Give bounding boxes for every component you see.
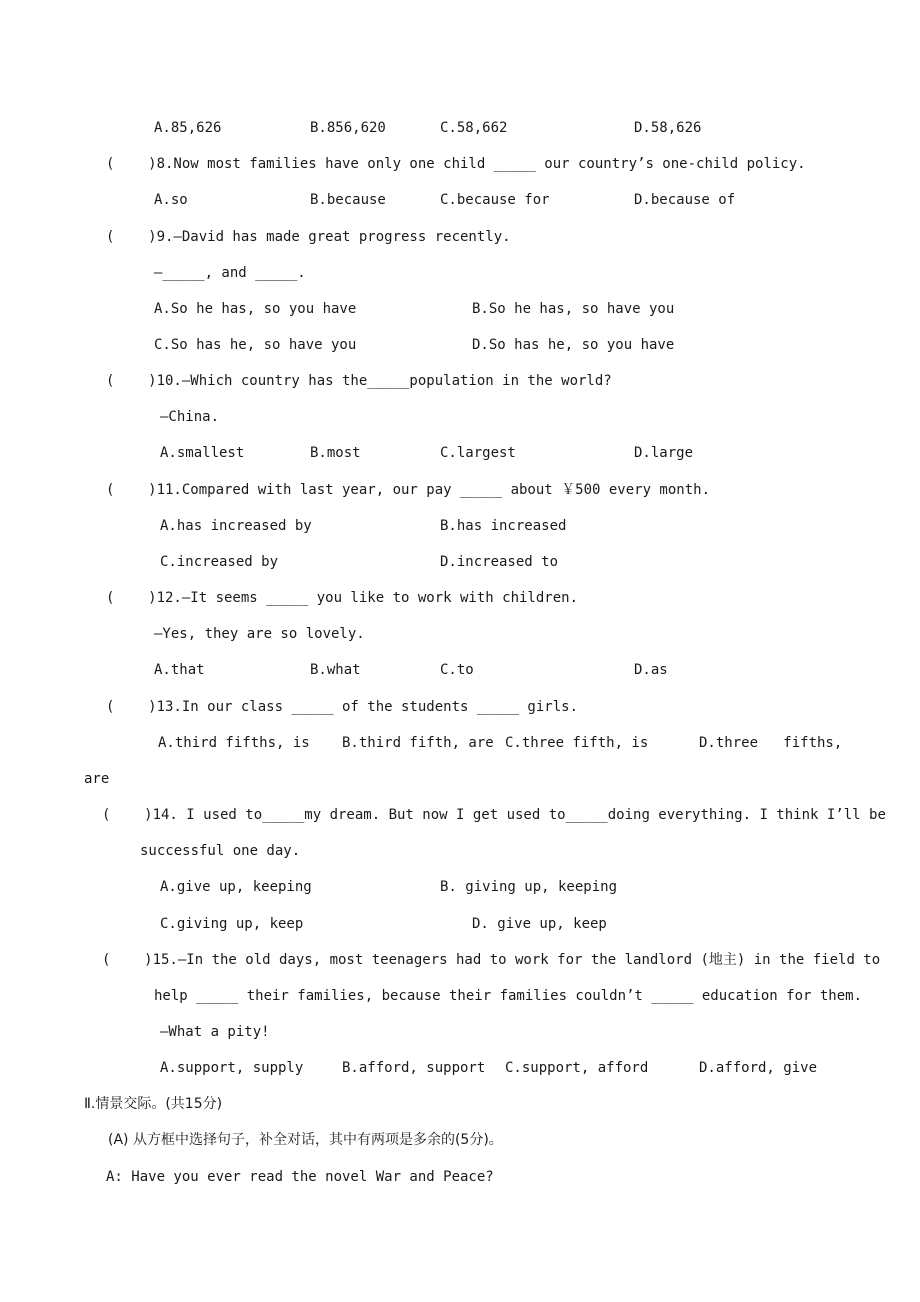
q7-option-d: D.58,626	[634, 120, 702, 136]
q10-option-b: B.most	[310, 445, 361, 461]
q8-option-c: C.because for	[440, 192, 550, 208]
q13-option-c: C.three fifth, is	[505, 735, 649, 751]
q9-reply: —_____, and _____.	[154, 265, 306, 281]
q11-option-d: D.increased to	[440, 554, 559, 570]
q8-option-b: B.because	[310, 192, 386, 208]
q14-option-c: C.giving up, keep	[160, 916, 304, 932]
q15-option-d: D.afford, give	[699, 1060, 818, 1076]
q7-option-c: C.58,662	[440, 120, 508, 136]
q14-stem-continuation: successful one day.	[140, 843, 301, 859]
q14-option-d: D. give up, keep	[472, 916, 607, 932]
q11-option-b: B.has increased	[440, 518, 567, 534]
q9-option-d: D.So has he, so you have	[472, 337, 675, 353]
q7-option-b: B.856,620	[310, 120, 386, 136]
q9-option-a: A.So he has, so you have	[154, 301, 357, 317]
q10-option-a: A.smallest	[160, 445, 245, 461]
q8-option-d: D.because of	[634, 192, 736, 208]
q15-option-c: C.support, afford	[505, 1060, 649, 1076]
q15-option-a: A.support, supply	[160, 1060, 304, 1076]
q13-option-d-continuation: are	[84, 771, 110, 787]
q15-reply: —What a pity!	[160, 1024, 270, 1040]
q14-stem: ( )14. I used to_____my dream. But now I get used to_____doing everything. I think I’ll be	[102, 807, 886, 823]
q11-option-c: C.increased by	[160, 554, 279, 570]
q12-option-b: B.what	[310, 662, 361, 678]
q12-option-c: C.to	[440, 662, 474, 678]
dialog-line: A: Have you ever read the novel War and Peace?	[106, 1169, 494, 1185]
q10-reply: —China.	[160, 409, 220, 425]
q15-option-b: B.afford, support	[342, 1060, 486, 1076]
q9-option-b: B.So he has, so have you	[472, 301, 675, 317]
q12-reply: —Yes, they are so lovely.	[154, 626, 365, 642]
q15-stem: ( )15.—In the old days, most teenagers had to work for the landlord (地主) in the field to	[102, 952, 881, 968]
q14-option-b: B. giving up, keeping	[440, 879, 618, 895]
q7-option-a: A.85,626	[154, 120, 222, 136]
q13-option-b: B.third fifth, are	[342, 735, 494, 751]
q11-stem: ( )11.Compared with last year, our pay _____ about ￥500 every month.	[106, 482, 711, 498]
q13-stem: ( )13.In our class _____ of the students _____ girls.	[106, 699, 579, 715]
section-2-instruction: (A) 从方框中选择句子，补全对话，其中有两项是多余的(5分)。	[108, 1132, 503, 1148]
section-2-title: Ⅱ.情景交际。(共15分)	[84, 1096, 223, 1112]
q12-stem: ( )12.—It seems _____ you like to work with children.	[106, 590, 579, 606]
q8-stem: ( )8.Now most families have only one child _____ our country’s one-child policy.	[106, 156, 806, 172]
q12-option-d: D.as	[634, 662, 668, 678]
q13-option-d: D.three fifths,	[699, 735, 843, 751]
q11-option-a: A.has increased by	[160, 518, 312, 534]
q12-option-a: A.that	[154, 662, 205, 678]
q10-stem: ( )10.—Which country has the_____population in the world?	[106, 373, 612, 389]
q15-stem-continuation: help _____ their families, because their families couldn’t _____ education for them.	[154, 988, 863, 1004]
q10-option-d: D.large	[634, 445, 694, 461]
q9-option-c: C.So has he, so have you	[154, 337, 357, 353]
q8-option-a: A.so	[154, 192, 188, 208]
q14-option-a: A.give up, keeping	[160, 879, 312, 895]
q9-stem: ( )9.—David has made great progress recently.	[106, 229, 511, 245]
q13-option-a: A.third fifths, is	[158, 735, 310, 751]
q10-option-c: C.largest	[440, 445, 516, 461]
